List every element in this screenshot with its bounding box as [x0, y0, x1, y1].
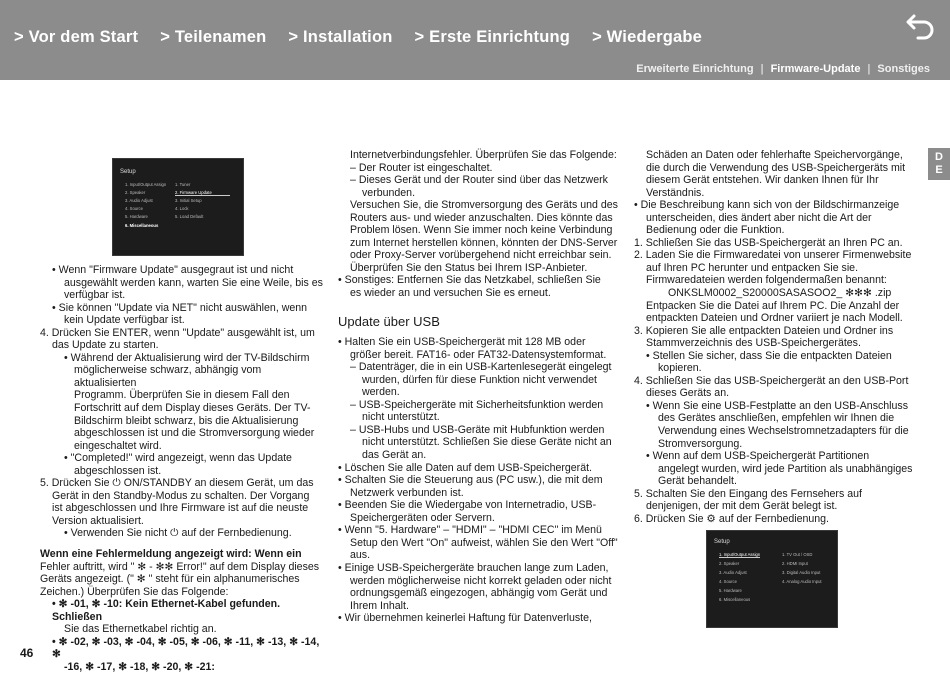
text-line: des Gerätes anschließen, empfehlen wir Ihnen die: [658, 412, 895, 425]
text-line: 6. Drücken Sie ⚙ auf der Fernbedienung.: [634, 512, 830, 525]
text-line: kopieren.: [658, 362, 702, 375]
section-heading: Update über USB: [338, 313, 440, 329]
text-line: • ✻ -02, ✻ -03, ✻ -04, ✻ -05, ✻ -06, ✻ -11, ✻ -13, ✻ -14, ✻: [52, 635, 320, 661]
text-line: Geräts angezeigt. (" ✻ " steht für ein alphanumerisches: [40, 573, 300, 586]
text-line: diesem Gerät entstehen. Wir danken Ihnen für Ihr: [646, 174, 879, 187]
text-line: • Verwenden Sie nicht ⏻ auf der Fernbedienung.: [64, 527, 292, 540]
text-line: 5. Schalten Sie den Eingang des Fernsehers auf: [634, 487, 862, 500]
text-line: • ✻ -01, ✻ -10: Kein Ethernet-Kabel gefunden. Schließen: [52, 598, 281, 623]
text-line: Schäden an Daten oder fehlerhafte Speichervorgänge,: [646, 149, 903, 161]
text-line: nicht unterstützt.: [362, 411, 440, 424]
chapter-nav: [14, 28, 702, 47]
text-line: Sie das Ethernetkabel richtig an.: [64, 623, 217, 636]
screen-menu-item: 1. Tuner: [175, 182, 191, 187]
subnav-separator: |: [867, 63, 871, 75]
text-line: auf Ihren PC herunter und entpacken Sie sie.: [646, 261, 859, 274]
text-line: werden.: [362, 386, 400, 399]
text-line: zum Internet herstellen können, könnten der DNS-Server: [350, 236, 618, 249]
text-line: • Löschen Sie alle Daten auf dem USB-Speichergerät.: [338, 461, 592, 474]
text-line: 5. Drücken Sie ⏻ ON/STANDBY an diesem Gerät, um das: [40, 477, 314, 490]
text-line: dieses Geräts an.: [646, 387, 730, 400]
text-line: entpackten Dateien und Ordner variiert je nach Modell.: [646, 312, 903, 325]
screen-menu-item: 6. Miscellaneous: [125, 223, 159, 228]
text-line: Setup den Wert "On" aufweist, wählen Sie den Wert "Off": [350, 536, 618, 549]
text-line: – Dieses Gerät und der Router sind über das Netzwerk: [350, 174, 608, 187]
text-line: Ihrem Inhalt.: [350, 599, 409, 612]
text-line: • Die Beschreibung kann sich von der Bildschirmanzeige: [634, 199, 900, 212]
text-line: Fehler auftritt, wird " ✻ - ✻✻ Error!" auf dem Display dieses: [40, 560, 320, 573]
text-line: • Beenden Sie die Wiedergabe von Internetradio, USB-: [338, 499, 597, 512]
subnav-erweiterte-einrichtung[interactable]: Erweiterte Einrichtung: [636, 63, 754, 75]
text-line: Version aktualisiert.: [52, 514, 144, 527]
setup-screen-image: [112, 158, 244, 256]
text-line: Gerät behandelt.: [658, 475, 737, 488]
text-line: Gerät in den Standby-Modus zu schalten. Der Vorgang: [52, 489, 310, 502]
text-line: • "Completed!" wird angezeigt, wenn das Update: [64, 452, 292, 465]
column-1: [40, 264, 325, 674]
text-line: die durch die Verwendung des USB-Speichergeräts mit: [646, 161, 906, 174]
text-line: ordnungsgemäß eingezogen, abhängig vom Gerät und: [350, 587, 608, 600]
text-line: Entpacken Sie die Datei auf Ihrem PC. Die Anzahl der: [646, 299, 900, 312]
screen-menu-item: 6. Miscellaneous: [719, 597, 751, 602]
text-line: – Datenträger, die in ein USB-Kartenlesegerät eingelegt: [350, 361, 612, 374]
screen-menu-item: 5. Load Default: [175, 214, 204, 219]
nav-vor-dem-start[interactable]: > Vor dem Start: [14, 28, 139, 46]
spacer: [338, 328, 618, 336]
text-line: – USB-Hubs und USB-Geräte mit Hubfunktion werden: [350, 423, 605, 436]
text-line: Stammverzeichnis des USB-Speichergerätes.: [646, 337, 861, 350]
text-line: • Stellen Sie sicher, dass Sie die entpackten Dateien: [646, 349, 892, 362]
screen-menu-item: 3. Initial Setup: [175, 198, 202, 203]
text-line: • Sie können "Update via NET" nicht auswählen, wenn: [52, 301, 308, 314]
text-line: möglicherweise schwarz, abhängig vom aktualisierten: [74, 364, 262, 389]
screen-title: Setup: [714, 539, 730, 545]
text-line: Routers aus- und wieder anzuschalten. Dies könnte das: [350, 211, 613, 224]
setup-screen-image: [706, 530, 838, 628]
text-line: nicht unterstützt. Schließen Sie diese Geräte nicht an: [362, 436, 612, 449]
screen-menu-item: 3. Audio Adjust: [719, 570, 747, 575]
text-line: • Einige USB-Speichergeräte brauchen lange zum Laden,: [338, 561, 609, 574]
screen-menu-item: 4. Lock: [175, 206, 189, 211]
text-line: oder Proxy-Server vorübergehend nicht erreichbar sein.: [350, 249, 612, 262]
nav-erste-einrichtung[interactable]: > Erste Einrichtung: [414, 28, 571, 46]
text-line: abgeschlossen ist und die Stromversorgung wieder: [74, 427, 315, 440]
text-line: aus.: [350, 549, 371, 562]
screen-title: Setup: [120, 169, 136, 175]
text-line: – Der Router ist eingeschaltet.: [350, 161, 493, 174]
screen-menu-item: 5. Hardware: [125, 214, 148, 219]
lang-e: E: [935, 164, 943, 176]
text-line: Überprüfen Sie den Status bei Ihrem ISP-Anbieter.: [350, 261, 588, 274]
text-line: • Sonstiges: Entfernen Sie das Netzkabel, schließen Sie: [338, 274, 601, 287]
text-line: verfügbar ist.: [64, 289, 126, 302]
screen-menu-item: 1. Input/Output Assign: [125, 182, 167, 187]
screen-menu-item: 2. Speaker: [719, 561, 740, 566]
text-line: • Wenn "5. Hardware" – "HDMI" – "HDMI CEC" im Menü: [338, 524, 602, 537]
text-line: Problem lösen. Wenn Sie immer noch keine Verbindung: [350, 224, 613, 237]
header-bar: [0, 0, 950, 80]
text-line: verbunden.: [362, 186, 416, 199]
text-line: eingeschaltet wird.: [74, 439, 162, 452]
text-line: Zeichen.) Überprüfen Sie das Folgende:: [40, 585, 229, 598]
return-arrow-icon[interactable]: [904, 6, 938, 40]
text-line: 4. Schließen Sie das USB-Speichergerät an den USB-Port: [634, 374, 909, 387]
text-line: größer bereit. FAT16- oder FAT32-Datensystemformat.: [350, 348, 607, 361]
text-line: • Wenn auf dem USB-Speichergerät Partitionen: [646, 450, 870, 463]
text-line: ausgewählt werden kann, warten Sie eine Weile, bis es: [64, 276, 323, 289]
text-line: – USB-Speichergeräte mit Sicherheitsfunktion werden: [350, 398, 604, 411]
screen-menu-item: 5. Hardware: [719, 588, 742, 593]
text-line: Versuchen Sie, die Stromversorgung des Geräts und des: [350, 199, 618, 212]
text-line: Bedienung oder die Funktion.: [646, 224, 785, 237]
text-line: 3. Kopieren Sie alle entpackten Dateien und Ordner ins: [634, 324, 894, 337]
nav-installation[interactable]: > Installation: [288, 28, 393, 46]
text-line: Netzwerk verbunden ist.: [350, 486, 464, 499]
text-line: • Wir übernehmen keinerlei Haftung für Datenverluste,: [338, 612, 592, 625]
text-line: • Wenn Sie eine USB-Festplatte an den USB-Anschluss: [646, 399, 909, 412]
spacer: [40, 540, 325, 548]
text-line: Internetverbindungsfehler. Überprüfen Sie das Folgende:: [350, 149, 617, 161]
language-tab[interactable]: [928, 148, 950, 180]
text-line: Stromversorgung.: [658, 437, 743, 450]
screen-menu-item: 4. Source: [125, 206, 143, 211]
text-line: Verwendung eines Wechselstromnetzadapters für die: [658, 425, 909, 438]
text-line: unterscheiden, dies ändert aber nicht die Art der: [646, 211, 872, 224]
text-line: Firmwaredateien werden folgendermaßen benannt:: [646, 274, 887, 287]
column-3: [634, 149, 919, 525]
screen-menu-item: 2. HDMI Input: [782, 561, 808, 566]
nav-teilenamen[interactable]: > Teilenamen: [160, 28, 267, 46]
subnav-sonstiges[interactable]: Sonstiges: [877, 63, 930, 75]
text-line: -16, ✻ -17, ✻ -18, ✻ -20, ✻ -21:: [64, 660, 215, 673]
subnav-separator: |: [760, 63, 764, 75]
error-heading: Wenn eine Fehlermeldung angezeigt wird: Wenn ein: [40, 548, 302, 561]
text-line: 2. Laden Sie die Firmwaredatei von unserer Firmenwebsite: [634, 249, 912, 262]
text-line: Programm. Überprüfen Sie in diesem Fall den: [74, 389, 290, 402]
text-line: es wieder an und versuchen Sie es erneut.: [350, 287, 551, 300]
text-line: ist abgeschlossen und Ihre Firmware ist auf die neuste: [52, 502, 309, 515]
column-2: [338, 149, 618, 625]
text-line: 4. Drücken Sie ENTER, wenn "Update" ausgewählt ist, um: [40, 326, 315, 339]
text-line: • Wenn "Firmware Update" ausgegraut ist und nicht: [52, 264, 294, 276]
lang-d: D: [935, 151, 943, 163]
screen-menu-item: 4. Source: [719, 579, 737, 584]
text-line: denjenigen, der mit dem Gerät belegt ist.: [646, 500, 838, 513]
text-line: Fortschritt auf dem Display dieses Geräts. Der TV-: [74, 402, 311, 415]
page-number: 46: [20, 646, 34, 660]
screen-menu-item: 1. TV Out / OSD: [782, 552, 813, 557]
screen-menu-item: 1. Input/Output Assign: [719, 552, 761, 557]
text-line: das Gerät an.: [362, 449, 427, 462]
screen-menu-item: 4. Analog Audio Input: [782, 579, 822, 584]
text-line: wurden, dürfen für diese Funktion nicht verwendet: [362, 373, 597, 386]
screen-menu-item: 3. Digital Audio Input: [782, 570, 821, 575]
text-line: abgeschlossen ist.: [74, 464, 162, 477]
text-line: • Während der Aktualisierung wird der TV-Bildschirm: [64, 351, 310, 364]
screen-menu-item: 2. Speaker: [125, 190, 146, 195]
text-line: werden möglicherweise nicht korrekt geladen oder nicht: [350, 574, 612, 587]
text-line: 1. Schließen Sie das USB-Speichergerät an Ihren PC an.: [634, 236, 903, 249]
text-line: Verständnis.: [646, 186, 705, 199]
text-line: angelegt wurden, wird jede Partition als unabhängiges: [658, 462, 913, 475]
file-name: ONKSLM0002_S20000SASASOO2_ ✻✻✻ .zip: [668, 287, 892, 300]
text-line: • Halten Sie ein USB-Speichergerät mit 128 MB oder: [338, 336, 586, 349]
screen-menu-item: 3. Audio Adjust: [125, 198, 153, 203]
text-line: kein Update verfügbar ist.: [64, 314, 185, 327]
screen-menu-item: 2. Firmware Update: [175, 190, 230, 196]
subnav-firmware-update[interactable]: Firmware-Update: [770, 63, 861, 75]
text-line: Speichergeräten oder Servern.: [350, 511, 495, 524]
text-line: • Schalten Sie die Steuerung aus (PC usw.), die mit dem: [338, 474, 603, 487]
nav-wiedergabe[interactable]: > Wiedergabe: [592, 28, 703, 46]
sub-nav: [636, 63, 930, 75]
text-line: das Update zu starten.: [52, 339, 159, 352]
text-line: Bildschirm bleibt schwarz, bis die Aktualisierung: [74, 414, 299, 427]
